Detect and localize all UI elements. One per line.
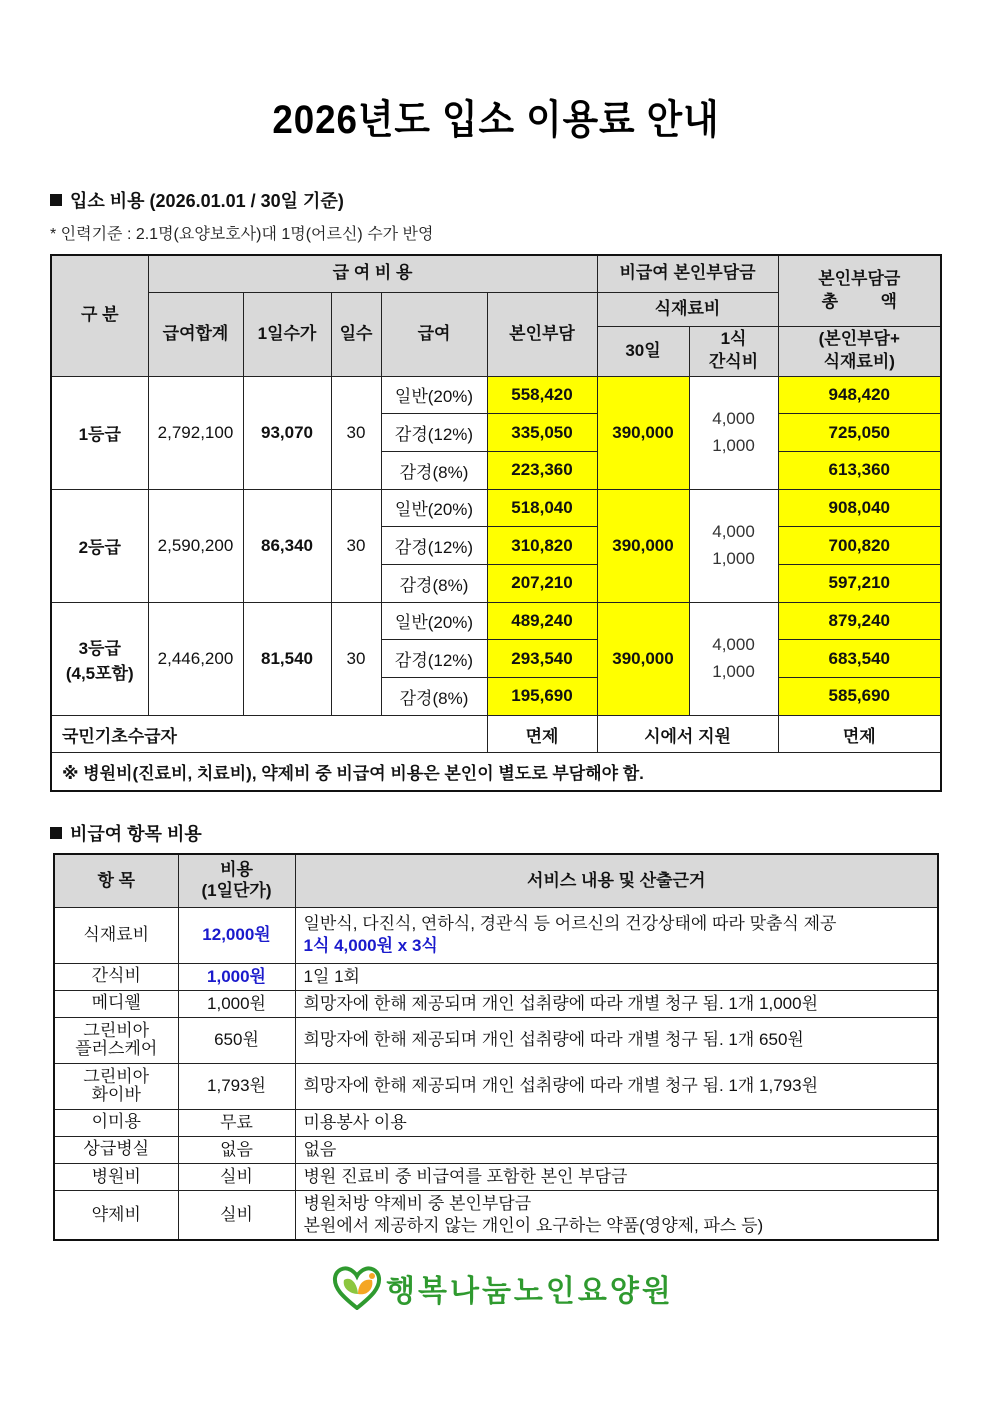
noncovered-row [54, 1136, 938, 1163]
item-cost: 1,000원 [178, 990, 295, 1017]
self-pay-amount: 195,690 [487, 678, 597, 716]
self-pay-amount: 518,040 [487, 489, 597, 527]
org-name: 행복나눔노인요양원 [386, 1275, 674, 1308]
header-total-sub [778, 326, 941, 376]
noncovered-row [54, 1017, 938, 1063]
item-description: 희망자에 한해 제공되며 개인 섭취량에 따라 개별 청구 됨. 1개 1,793원 [303, 1076, 818, 1096]
header-cost-line1: 비용 [220, 860, 253, 880]
square-bullet-icon [50, 827, 62, 839]
header-self-pay: 본인부담 [487, 292, 597, 376]
self-pay-amount: 293,540 [487, 640, 597, 678]
header-30-days: 30일 [597, 326, 689, 376]
heart-leaf-icon [332, 1266, 382, 1310]
daily-fee: 93,070 [243, 376, 331, 489]
meal-snack-cost [689, 489, 778, 602]
item-cost: 무료 [178, 1109, 295, 1136]
item-description-cell [295, 1017, 938, 1063]
food-cost-30-days: 390,000 [597, 602, 689, 715]
header-meal-snack [689, 326, 778, 376]
grade-label [51, 602, 148, 715]
item-name: 상급병실 [83, 1139, 150, 1159]
grade-name: 3등급 [78, 638, 121, 658]
header-total [778, 255, 941, 326]
snack-cost: 1,000 [712, 435, 755, 455]
header-total-line1: 본인부담금 [818, 268, 901, 288]
item-cost: 1,793원 [178, 1063, 295, 1109]
item-description: 없음 [303, 1139, 337, 1159]
item-description: 병원 진료비 중 비급여를 포함한 본인 부담금 [303, 1166, 628, 1186]
snack-cost: 1,000 [712, 548, 755, 568]
noncovered-row [54, 963, 938, 990]
item-name: 그린비아 [83, 1020, 150, 1040]
header-item: 항 목 [54, 854, 178, 907]
basic-recipient-label: 국민기초수급자 [51, 715, 487, 753]
item-name: 이미용 [91, 1112, 141, 1132]
item-description: 희망자에 한해 제공되며 개인 섭취량에 따라 개별 청구 됨. 1개 650원 [303, 1030, 804, 1050]
header-daily-fee: 1일수가 [243, 292, 331, 376]
noncovered-row [54, 1163, 938, 1190]
item-name-line2: 플러스케어 [75, 1039, 158, 1059]
benefit-type: 일반(20%) [381, 489, 487, 527]
section-heading-text: 비급여 항목 비용 [70, 824, 202, 844]
daily-fee: 86,340 [243, 489, 331, 602]
item-cell [54, 1190, 178, 1240]
grade-name: 2등급 [78, 538, 121, 558]
noncovered-row [54, 1109, 938, 1136]
header-description: 서비스 내용 및 산출근거 [295, 854, 938, 907]
meal-snack-cost [689, 376, 778, 489]
item-name: 식재료비 [83, 924, 150, 944]
benefit-total: 2,590,200 [148, 489, 243, 602]
basic-recipient-row [51, 715, 941, 753]
noncovered-row [54, 990, 938, 1017]
header-food-cost: 식재료비 [597, 292, 778, 326]
grade-label [51, 489, 148, 602]
noncovered-items-table [53, 853, 939, 1241]
item-description-cell [295, 1136, 938, 1163]
header-meal-line: 1식 [720, 329, 747, 349]
item-description: 1일 1회 [303, 966, 360, 986]
food-cost-30-days: 390,000 [597, 376, 689, 489]
section-heading-text: 입소 비용 (2026.01.01 / 30일 기준) [70, 191, 344, 211]
header-category: 구 분 [51, 255, 148, 376]
total-amount: 879,240 [778, 602, 941, 640]
item-cell [54, 1109, 178, 1136]
self-pay-amount: 335,050 [487, 414, 597, 452]
noncovered-row [54, 1190, 938, 1240]
item-description-cell [295, 963, 938, 990]
item-description-cell [295, 1109, 938, 1136]
item-cell [54, 1136, 178, 1163]
item-description: 미용봉사 이용 [303, 1112, 407, 1132]
basic-recipient-total: 면제 [778, 715, 941, 753]
item-description-line2: 본원에서 제공하지 않는 개인이 요구하는 약품(영양제, 파스 등) [303, 1216, 764, 1236]
item-description-cell [295, 907, 938, 963]
item-description-cell [295, 1063, 938, 1109]
benefit-total: 2,792,100 [148, 376, 243, 489]
total-amount: 948,420 [778, 376, 941, 414]
header-snack-line: 간식비 [708, 352, 759, 371]
section-heading-admission-cost [50, 187, 344, 213]
self-pay-amount: 558,420 [487, 376, 597, 414]
item-cost: 1,000원 [178, 963, 295, 990]
header-benefit-total: 급여합계 [148, 292, 243, 376]
meal-snack-cost [689, 602, 778, 715]
header-cost-line2: (1일단가) [201, 880, 272, 900]
food-cost-30-days: 390,000 [597, 489, 689, 602]
self-pay-amount: 207,210 [487, 564, 597, 602]
item-description: 희망자에 한해 제공되며 개인 섭취량에 따라 개별 청구 됨. 1개 1,000원 [303, 993, 818, 1013]
item-cost: 실비 [178, 1190, 295, 1240]
days: 30 [331, 489, 381, 602]
total-amount: 613,360 [778, 451, 941, 489]
grade-name: 1등급 [78, 425, 121, 445]
benefit-type: 감경(8%) [381, 564, 487, 602]
staffing-note: * 인력기준 : 2.1명(요양보호사)대 1명(어르신) 수가 반영 [50, 226, 434, 243]
square-bullet-icon [50, 194, 62, 206]
header-total-sub-line2: 식재료비) [823, 352, 895, 371]
header-total-line2: 총 액 [821, 291, 897, 311]
item-description: 일반식, 다진식, 연하식, 경관식 등 어르신의 건강상태에 따라 맞춤식 제공 [303, 913, 837, 933]
fee-row [51, 376, 941, 414]
total-amount: 585,690 [778, 678, 941, 716]
header-cost [178, 854, 295, 907]
item-cell [54, 1017, 178, 1063]
days: 30 [331, 376, 381, 489]
footer-logo [332, 1266, 674, 1310]
header-noncovered: 비급여 본인부담금 [597, 255, 778, 292]
self-pay-amount: 489,240 [487, 602, 597, 640]
snack-cost: 1,000 [712, 661, 755, 681]
meal-cost: 4,000 [712, 409, 755, 429]
section-heading-noncovered [50, 820, 202, 846]
item-description-cell [295, 1190, 938, 1240]
item-cell [54, 963, 178, 990]
noncovered-row [54, 907, 938, 963]
meal-cost: 4,000 [712, 635, 755, 655]
benefit-type: 감경(8%) [381, 451, 487, 489]
item-name: 약제비 [91, 1204, 141, 1224]
admission-fee-table [50, 254, 942, 792]
item-cost: 12,000원 [178, 907, 295, 963]
total-amount: 597,210 [778, 564, 941, 602]
page-title: 2026년도 입소 이용료 안내 [272, 98, 720, 142]
meal-cost: 4,000 [712, 522, 755, 542]
item-description-cell [295, 1163, 938, 1190]
item-cell [54, 990, 178, 1017]
footnote: ※ 병원비(진료비, 치료비), 약제비 중 비급여 비용은 본인이 별도로 부담해야 함. [51, 753, 941, 791]
item-cost: 없음 [178, 1136, 295, 1163]
benefit-type: 감경(12%) [381, 527, 487, 565]
item-description: 병원처방 약제비 중 본인부담금 [303, 1193, 532, 1213]
item-cost: 650원 [178, 1017, 295, 1063]
header-benefit: 급여 [381, 292, 487, 376]
item-name: 간식비 [91, 966, 141, 986]
benefit-type: 감경(12%) [381, 640, 487, 678]
basic-recipient-self-pay: 면제 [487, 715, 597, 753]
benefit-type: 일반(20%) [381, 376, 487, 414]
grade-sub: (4,5포함) [65, 663, 134, 683]
item-name: 병원비 [91, 1166, 141, 1186]
basic-recipient-food: 시에서 지원 [597, 715, 778, 753]
benefit-type: 감경(8%) [381, 678, 487, 716]
benefit-total: 2,446,200 [148, 602, 243, 715]
self-pay-amount: 310,820 [487, 527, 597, 565]
header-total-sub-line1: (본인부담+ [818, 329, 900, 349]
daily-fee: 81,540 [243, 602, 331, 715]
header-benefit-cost: 급 여 비 용 [148, 255, 597, 292]
fee-row [51, 489, 941, 527]
footnote-row [51, 753, 941, 791]
noncovered-row [54, 1063, 938, 1109]
header-days: 일수 [331, 292, 381, 376]
total-amount: 683,540 [778, 640, 941, 678]
fee-row [51, 602, 941, 640]
total-amount: 700,820 [778, 527, 941, 565]
benefit-type: 일반(20%) [381, 602, 487, 640]
item-cost: 실비 [178, 1163, 295, 1190]
benefit-type: 감경(12%) [381, 414, 487, 452]
item-cell [54, 1163, 178, 1190]
item-cell [54, 907, 178, 963]
item-description-line2: 1식 4,000원 x 3식 [303, 936, 438, 955]
grade-label [51, 376, 148, 489]
self-pay-amount: 223,360 [487, 451, 597, 489]
item-name: 그린비아 [83, 1066, 150, 1086]
item-description-cell [295, 990, 938, 1017]
total-amount: 908,040 [778, 489, 941, 527]
item-cell [54, 1063, 178, 1109]
total-amount: 725,050 [778, 414, 941, 452]
item-name: 메디웰 [91, 993, 141, 1013]
days: 30 [331, 602, 381, 715]
item-name-line2: 화이바 [91, 1085, 141, 1105]
